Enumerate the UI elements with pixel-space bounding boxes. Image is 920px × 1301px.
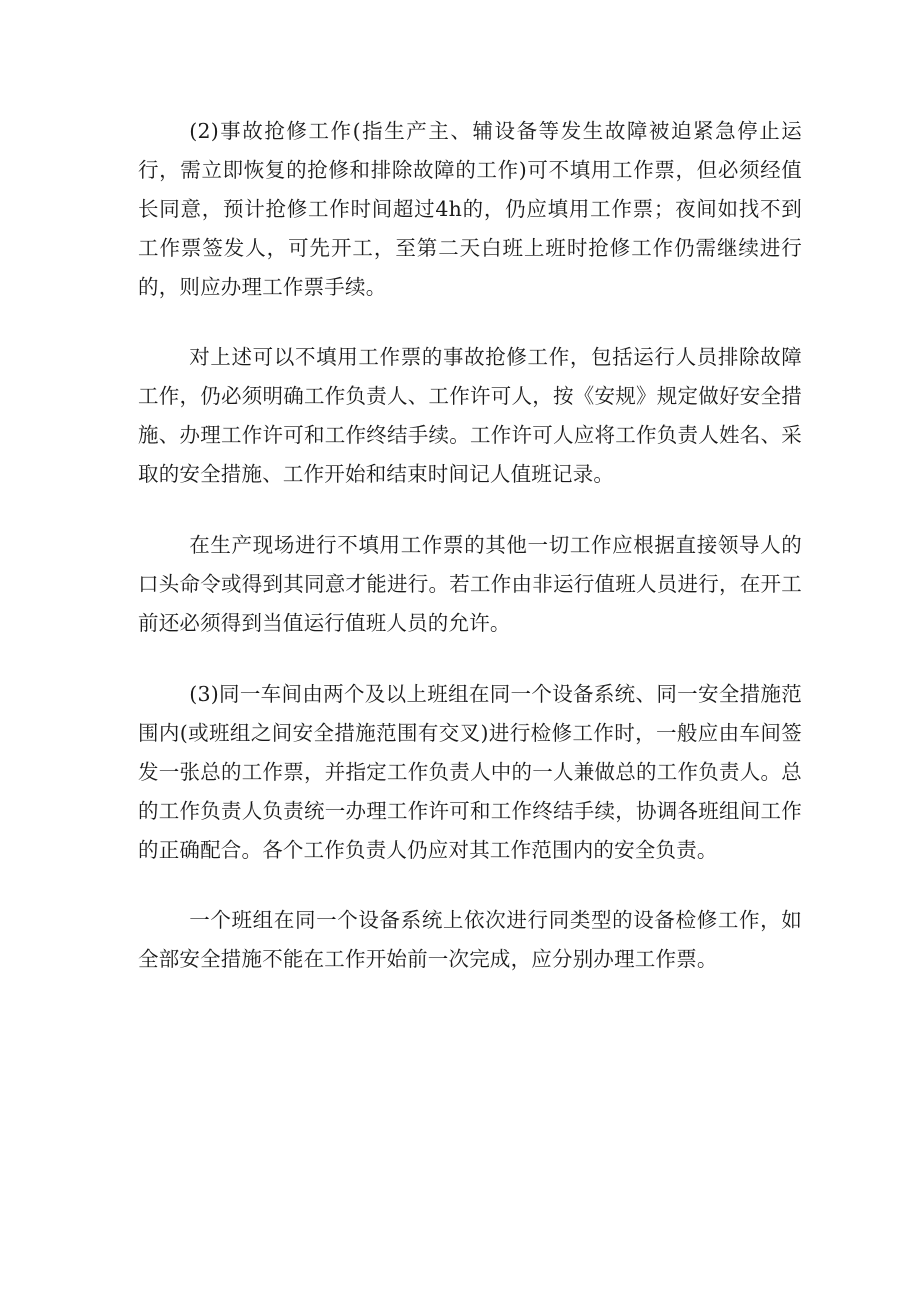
paragraph-oral-order-work: 在生产现场进行不填用工作票的其他一切工作应根据直接领导人的口头命令或得到其同意才能进行。若工作由非运行值班人员进行，在开工前还必须得到当值运行值班人员的允许。: [138, 533, 802, 635]
paragraph-multi-team-work: (3)同一车间由两个及以上班组在同一个设备系统、同一安全措施范围内(或班组之间安全措施范围有交叉)进行检修工作时，一般应由车间签发一张总的工作票，并指定工作负责人中的一人兼做总的工作负责人。总的工作负责人负责统一办理工作许可和工作终结手续，协调各班组间工作的正确配合。各个工作负责人仍应对其工作范围内的安全负责。: [138, 682, 802, 862]
document-body: [138, 112, 802, 1010]
paragraph-repair-safety-measures: 对上述可以不填用工作票的事故抢修工作，包括运行人员排除故障工作，仍必须明确工作负责人、工作许可人，按《安规》规定做好安全措施、办理工作许可和工作终结手续。工作许可人应将工作负责人姓名、采取的安全措施、工作开始和结束时间记人值班记录。: [138, 345, 802, 486]
paragraph-single-team-work: 一个班组在同一个设备系统上依次进行同类型的设备检修工作，如全部安全措施不能在工作开始前一次完成，应分别办理工作票。: [138, 908, 802, 971]
paragraph-emergency-repair: (2)事故抢修工作(指生产主、辅设备等发生故障被迫紧急停止运行，需立即恢复的抢修和排除故障的工作)可不填用工作票，但必须经值长同意，预计抢修工作时间超过4h的，仍应填用工作票；夜间如找不到工作票签发人，可先开工，至第二天白班上班时抢修工作仍需继续进行的，则应办理工作票手续。: [138, 119, 802, 299]
